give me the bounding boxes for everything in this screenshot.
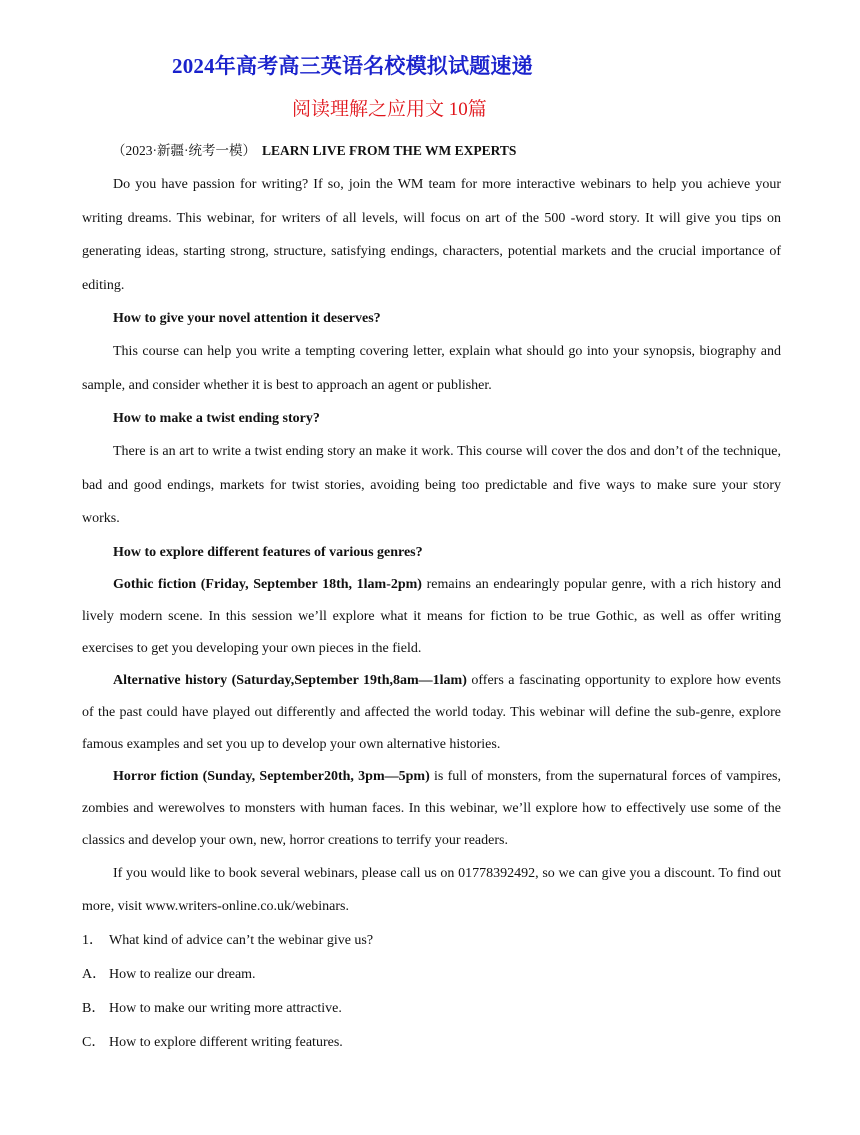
option-b [82, 992, 781, 1026]
option-letter: A． [82, 966, 107, 982]
question-number: 1． [82, 932, 103, 948]
option-letter: B． [82, 1000, 106, 1016]
passage-body [82, 168, 781, 1060]
section-heading-genres: How to explore different features of various genres? [113, 544, 423, 560]
option-text: How to explore different writing features. [109, 1034, 343, 1050]
gothic-text: remains an endearingly popular genre, with a rich history and lively modern scene. In this session we’ll explore what it means for fiction to be true Gothic, as well as offer writing exercises to get you developing your own pieces in the field. [82, 576, 781, 656]
option-text: How to make our writing more attractive. [109, 1000, 342, 1016]
intro-paragraph: Do you have passion for writing? If so, join the WM team for more interactive webinars to help you achieve your writing dreams. This webinar, for writers of all levels, will focus on art of the 500 -word story. It will give you tips on generating ideas, starting strong, structure, satisfying endings, characters, potential markets and the crucial importance of editing. [82, 177, 781, 293]
option-letter: C． [82, 1034, 106, 1050]
source-line [112, 139, 516, 159]
alternative-history-text: offers a fascinating opportunity to explore how events of the past could have played out differently and affected the world today. This webinar will define the sub-genre, explore famous examples and set you up to develop your own alternative histories. [82, 672, 782, 752]
page-title: 2024年高考高三英语名校模拟试题速递 [172, 54, 533, 78]
page-subtitle: 阅读理解之应用文 10篇 [292, 99, 487, 120]
gothic-label: Gothic fiction (Friday, September 18th, 1lam-2pm) [113, 576, 422, 592]
horror-label: Horror fiction (Sunday, September20th, 3pm—5pm) [113, 768, 430, 784]
passage-heading: LEARN LIVE FROM THE WM EXPERTS [262, 143, 517, 158]
closing-paragraph: If you would like to book several webinars, please call us on 01778392492, so we can give you a discount. To find out more, visit www.writers-online.co.uk/webinars. [82, 865, 781, 914]
alternative-history-label: Alternative history (Saturday,September 19th,8am—1lam) [113, 672, 467, 688]
option-a [82, 958, 781, 992]
option-text: How to realize our dream. [109, 966, 256, 982]
option-c [82, 1026, 781, 1060]
question-text: What kind of advice can’t the webinar give us? [109, 932, 374, 948]
horror-text: is full of monsters, from the supernatural forces of vampires, zombies and werewolves to monsters with human faces. In this webinar, we’ll explore how to effectively use some of the classics and develop your own, new, horror creations to terrify your readers. [82, 768, 782, 848]
section-text-twist: There is an art to write a twist ending story an make it work. This course will cover the dos and don’t of the technique, bad and good endings, markets for twist stories, avoiding being too predictable and five ways to make sure your story works. [82, 444, 781, 526]
source-tag: （2023·新疆·统考一模） [112, 143, 256, 158]
horror-paragraph [82, 761, 781, 857]
question-stem [82, 924, 781, 958]
gothic-paragraph [82, 569, 781, 665]
section-heading-twist: How to make a twist ending story? [113, 411, 320, 426]
section-heading-novel: How to give your novel attention it deserves? [113, 311, 381, 326]
section-text-novel: This course can help you write a tempting covering letter, explain what should go into your synopsis, biography and sample, and consider whether it is best to approach an agent or publisher. [82, 344, 781, 393]
alternative-history-paragraph [82, 665, 781, 761]
